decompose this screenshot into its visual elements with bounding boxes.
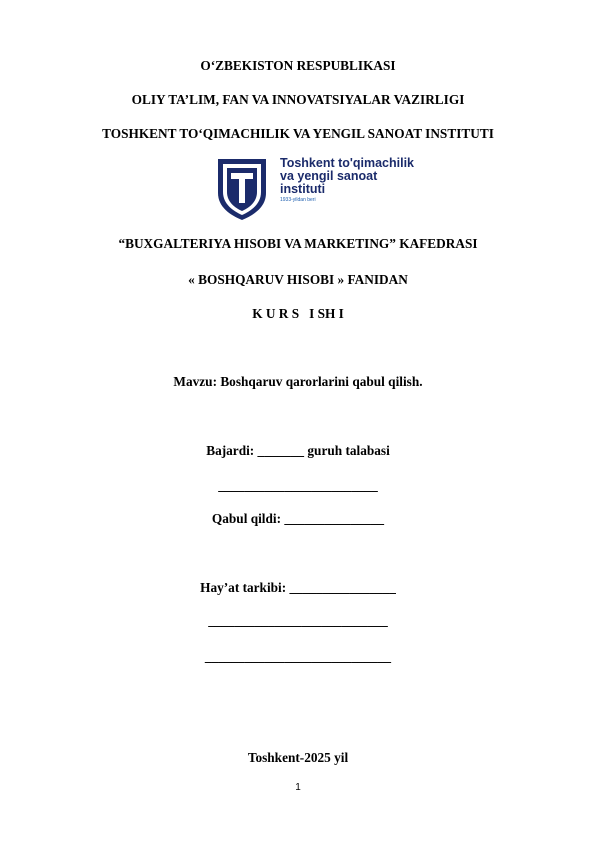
bajardi-blank-line: ________________________ [218,478,378,493]
institute-heading: TOSHKENT TO‘QIMACHILIK VA YENGIL SANOAT INSTITUTI [102,126,494,141]
logo-line-3: instituti [280,182,326,196]
bajardi-line: Bajardi: _______ guruh talabasi [206,443,390,458]
hayat-line: Hay’at tarkibi: ________________ [200,580,396,595]
logo-line-1: Toshkent to'qimachilik [280,156,415,170]
hayat-blank-line-2: ____________________________ [204,649,392,664]
logo-line-2: va yengil sanoat [280,169,378,183]
page-number: 1 [295,782,301,793]
ministry-heading: OLIY TA’LIM, FAN VA INNOVATSIYALAR VAZIRLIGI [131,92,465,107]
institute-logo [216,157,436,221]
subject-heading: « BOSHQARUV HISOBI » FANIDAN [188,272,408,287]
logo-tagline: 1933-yildan beri [280,197,316,203]
institute-shield-logo-icon [216,157,268,221]
qabul-line: Qabul qildi: _______________ [211,511,385,526]
topic-line: Mavzu: Boshqaruv qarorlarini qabul qilish. [173,374,423,389]
footer-city-year: Toshkent-2025 yil [247,750,349,765]
work-type-heading: K U R S I SH I [252,306,344,321]
hayat-blank-line-1: ___________________________ [208,613,388,628]
country-heading: O‘ZBEKISTON RESPUBLIKASI [200,58,396,73]
logo-wordmark [280,157,414,204]
department-heading: “BUXGALTERIYA HISOBI VA MARKETING” KAFEDRASI [118,236,478,251]
